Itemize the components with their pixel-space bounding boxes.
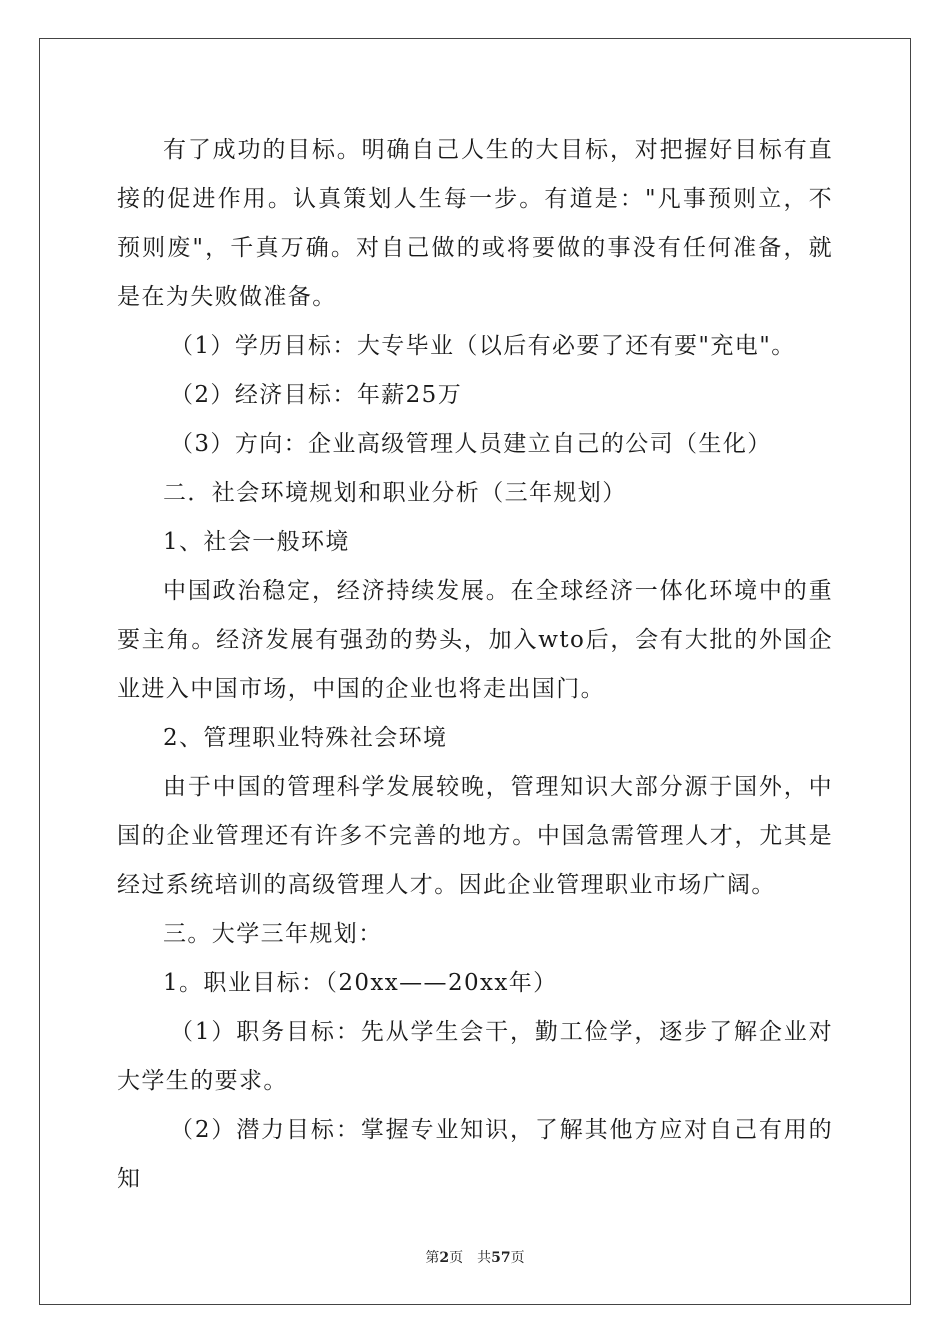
current-page-number: 2 <box>439 1250 450 1266</box>
paragraph-direction-goal: （3）方向：企业高级管理人员建立自己的公司（生化） <box>170 431 772 457</box>
paragraph-goal-intro: 有了成功的目标。明确自己人生的大目标，对把握好目标有直接的促进作用。认真策划人生每一步。有道是："凡事预则立，不预则废"，千真万确。对自己做的或将要做的事没有任何准备，就是在为失败做准备。 <box>117 137 833 310</box>
section-heading-three-year-plan: 三。大学三年规划： <box>163 921 383 947</box>
subheading-career-goal: 1。职业目标：（20xx——20xx年） <box>163 970 558 996</box>
paragraph-education-goal: （1）学历目标：大专毕业（以后有必要了还有要"充电"。 <box>170 333 796 359</box>
section-heading-environment: 二．社会环境规划和职业分析（三年规划） <box>163 480 627 506</box>
total-page-count: 57 <box>491 1250 511 1266</box>
page-footer <box>0 1247 950 1267</box>
footer-suffix: 页 <box>510 1250 525 1266</box>
subheading-general-environment: 1、社会一般环境 <box>163 529 350 555</box>
document-body <box>117 126 833 1204</box>
paragraph-economic-goal: （2）经济目标：年薪25万 <box>170 382 463 408</box>
paragraph-general-environment: 中国政治稳定，经济持续发展。在全球经济一体化环境中的重要主角。经济发展有强劲的势头，加入wto后，会有大批的外国企业进入中国市场，中国的企业也将走出国门。 <box>117 578 833 702</box>
paragraph-position-goal: （1）职务目标：先从学生会干，勤工俭学，逐步了解企业对大学生的要求。 <box>117 1019 833 1094</box>
footer-middle: 页 共 <box>449 1250 492 1266</box>
footer-prefix: 第 <box>425 1250 440 1266</box>
paragraph-potential-goal: （2）潜力目标：掌握专业知识，了解其他方应对自己有用的知 <box>117 1117 833 1192</box>
paragraph-management-environment: 由于中国的管理科学发展较晚，管理知识大部分源于国外，中国的企业管理还有许多不完善的地方。中国急需管理人才，尤其是经过系统培训的高级管理人才。因此企业管理职业市场广阔。 <box>117 774 833 898</box>
subheading-management-environment: 2、管理职业特殊社会环境 <box>163 725 448 751</box>
